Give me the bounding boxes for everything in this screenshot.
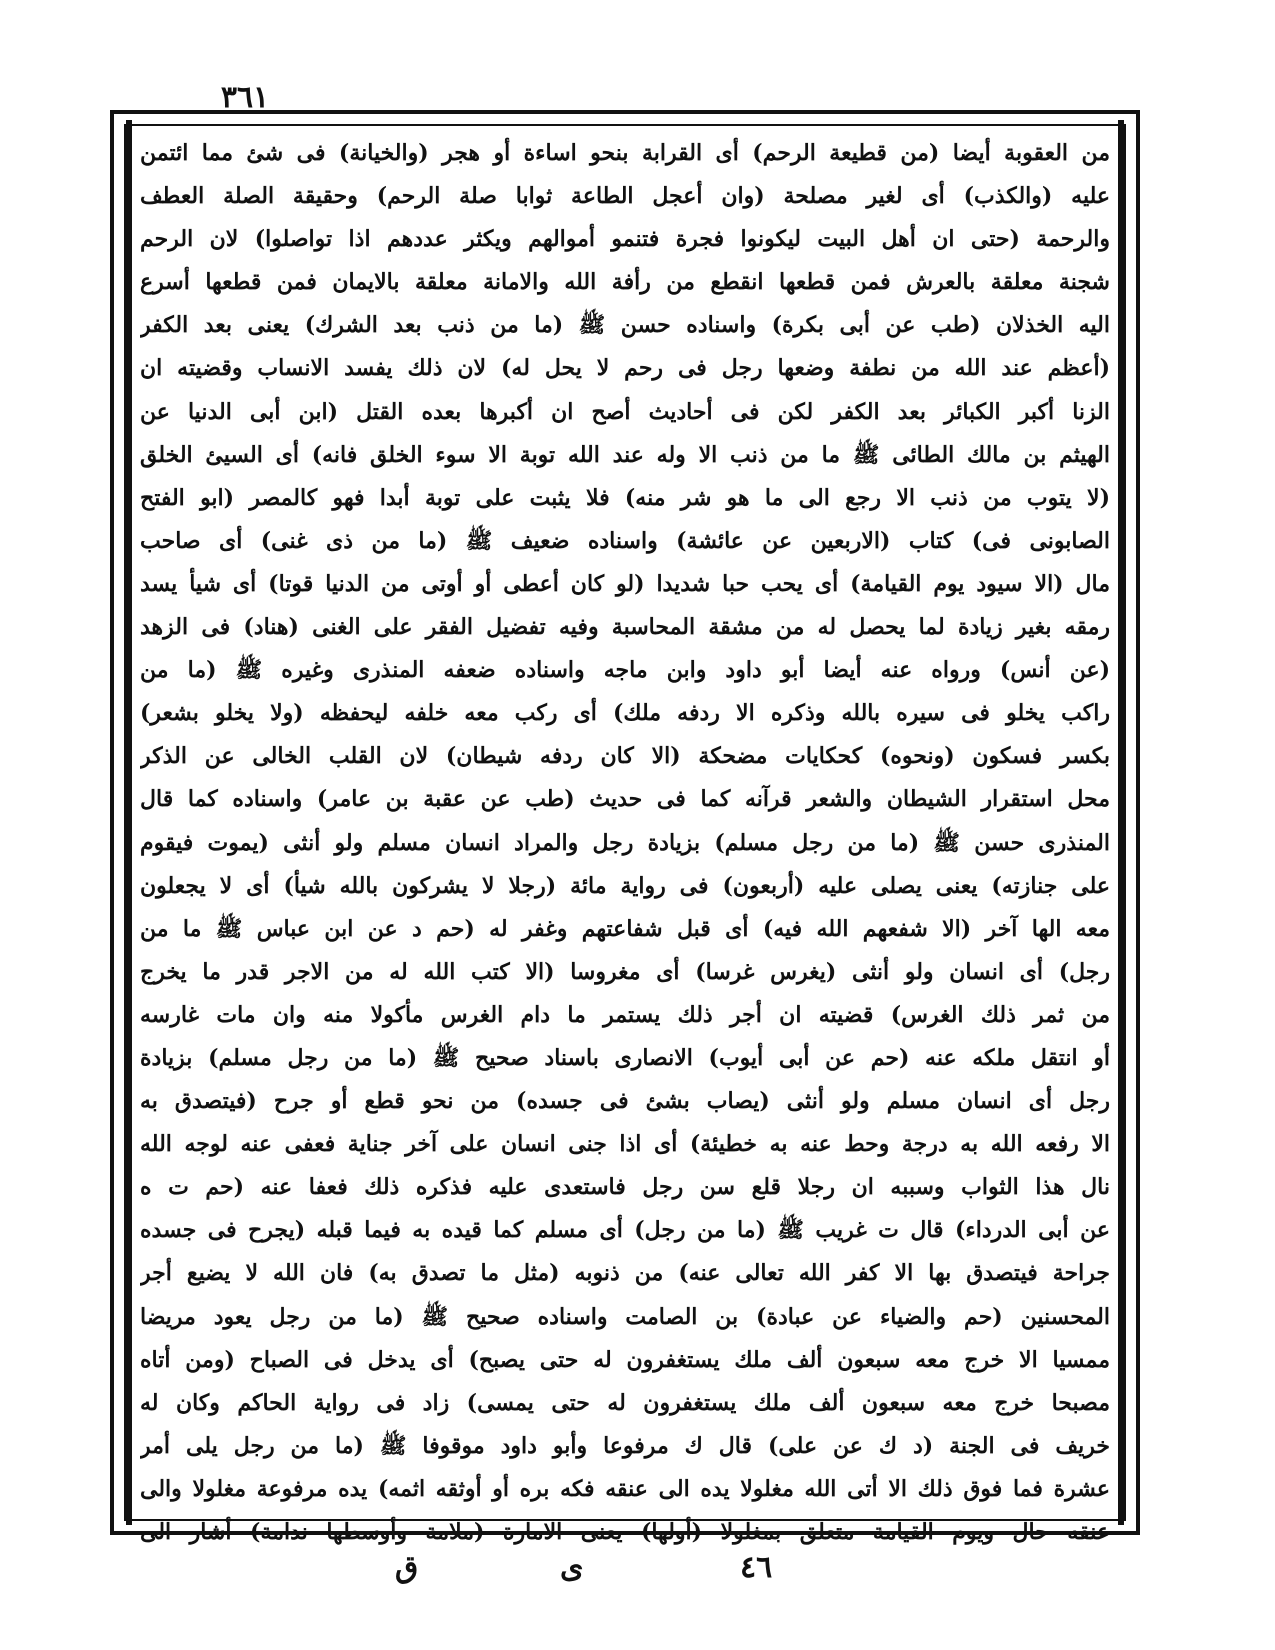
text-line: اليه الخذلان (طب عن أبى بكرة) واسناده حسن ﷺ (ما من ذنب بعد الشرك) يعنى بعد الكفر bbox=[140, 312, 1110, 339]
text-line: محل استقرار الشيطان والشعر قرآنه كما فى حديث (طب عن عقبة بن عامر) واسناده كما قال bbox=[140, 786, 1110, 813]
text-line: ممسيا الا خرج معه سبعون ألف ملك يستغفرون له حتى يصبح) أى يدخل فى الصباح (ومن أتاه bbox=[140, 1346, 1110, 1373]
text-line: راكب يخلو فى سيره بالله وذكره الا ردفه ملك) أى ركب معه خلفه ليحفظه (ولا يخلو بشعر) bbox=[140, 700, 1110, 727]
text-line: مال (الا سيود يوم القيامة) أى يحب حبا شديدا (لو كان أعطى أو أوتى من الدنيا قوتا) أى شيأ يسد bbox=[140, 570, 1110, 597]
text-line: من ثمر ذلك الغرس) قضيته ان أجر ذلك يستمر ما دام الغرس مأكولا منه وان مات غارسه bbox=[140, 1001, 1110, 1028]
text-line: جراحة فيتصدق بها الا كفر الله تعالى عنه) من ذنوبه (مثل ما تصدق به) فان الله لا يضيع أجر bbox=[140, 1260, 1110, 1287]
text-line: عشرة فما فوق ذلك الا أتى الله مغلولا يده الى عنقه فكه بره أو أوثقه اثمه) يده مرفوعة مغلولا والى bbox=[140, 1475, 1110, 1502]
text-line: عنقه حال ويوم القيامة متعلق بمغلولا (أولها) يعنى الامارة (ملامة وأوسطها ندامة) أشار الى bbox=[140, 1519, 1110, 1545]
text-line: (أعظم عند الله من نطفة وضعها رجل فى رحم لا يحل له) لان ذلك يفسد الانساب وقضيته ان bbox=[140, 355, 1110, 382]
text-line: الهيثم بن مالك الطائى ﷺ ما من ذنب الا وله عند الله توبة الا سوء الخلق فانه) أى السيئ الخلق bbox=[140, 441, 1110, 468]
text-line: عليه (والكذب) أى لغير مصلحة (وان أعجل الطاعة ثوابا صلة الرحم) وحقيقة الصلة العطف bbox=[140, 183, 1110, 210]
signature-mark-1: ق bbox=[395, 1550, 419, 1585]
text-line: (لا يتوب من ذنب الا رجع الى ما هو شر منه) فلا يثبت على توبة أبدا فهو كالمصر (ابو الفتح bbox=[140, 484, 1110, 511]
page-number: ٣٦١ bbox=[220, 80, 270, 115]
text-body bbox=[140, 132, 1110, 1545]
text-line: معه الها آخر (الا شفعهم الله فيه) أى قبل شفاعتهم وغفر له (حم د عن ابن عباس ﷺ ما من bbox=[140, 915, 1110, 942]
text-line: من العقوبة أيضا (من قطيعة الرحم) أى القرابة بنحو اساءة أو هجر (والخيانة) فى شئ مما ائتمن bbox=[140, 140, 1110, 166]
text-line: خريف فى الجنة (د ك عن على) قال ك مرفوعا وأبو داود موقوفا ﷺ (ما من رجل يلى أمر bbox=[140, 1432, 1110, 1459]
text-line: (عن أنس) ورواه عنه أيضا أبو داود وابن ماجه واسناده ضعفه المنذرى وغيره ﷺ (ما من bbox=[140, 657, 1110, 684]
text-line: على جنازته) يعنى يصلى عليه (أربعون) فى رواية مائة (رجلا لا يشركون بالله شيأ) أى لا يجعلون bbox=[140, 872, 1110, 899]
text-line: رجل) أى انسان ولو أنثى (يغرس غرسا) أى مغروسا (الا كتب الله له من الاجر قدر ما يخرج bbox=[140, 958, 1110, 985]
text-line: عن أبى الدرداء) قال ت غريب ﷺ (ما من رجل) أى مسلم كما قيده به فيما قبله (يجرح فى جسده bbox=[140, 1217, 1110, 1244]
text-line: رمقه بغير زيادة لما يحصل له من مشقة المحاسبة وفيه تفضيل الفقر على الغنى (هناد) فى الزهد bbox=[140, 614, 1110, 641]
text-line: الصابونى فى) كتاب (الاربعين عن عائشة) واسناده ضعيف ﷺ (ما من ذى غنى) أى صاحب bbox=[140, 527, 1110, 554]
text-line: المنذرى حسن ﷺ (ما من رجل مسلم) بزيادة رجل والمراد انسان مسلم ولو أنثى (يموت فيقوم bbox=[140, 829, 1110, 856]
text-line: الزنا أكبر الكبائر بعد الكفر لكن فى أحاديث أصح ان أكبرها بعده القتل (ابن أبى الدنيا عن bbox=[140, 398, 1110, 425]
text-line: رجل أى انسان مسلم ولو أنثى (يصاب بشئ فى جسده) من نحو قطع أو جرح (فيتصدق به bbox=[140, 1088, 1110, 1115]
text-line: أو انتقل ملكه عنه (حم عن أبى أيوب) الانصارى باسناد صحيح ﷺ (ما من رجل مسلم) بزيادة bbox=[140, 1044, 1110, 1071]
text-line: مصبحا خرج معه سبعون ألف ملك يستغفرون له حتى يمسى) زاد فى رواية الحاكم وكان له bbox=[140, 1389, 1110, 1416]
text-line: شجنة معلقة بالعرش فمن قطعها انقطع من رأفة الله والامانة معلقة بالايمان فمن قطعها أسرع bbox=[140, 269, 1110, 296]
text-line: المحسنين (حم والضياء عن عبادة) بن الصامت واسناده صحيح ﷺ (ما من رجل يعود مريضا bbox=[140, 1303, 1110, 1330]
text-line: الا رفعه الله به درجة وحط عنه به خطيئة) أى اذا جنى انسان على آخر جناية فعفى عنه لوجه الله bbox=[140, 1131, 1110, 1158]
text-line: نال هذا الثواب وسببه ان رجلا قلع سن رجل فاستعدى عليه فذكره ذلك فعفا عنه (حم ت ه bbox=[140, 1174, 1110, 1201]
text-line: والرحمة (حتى ان أهل البيت ليكونوا فجرة فتنمو أموالهم ويكثر عددهم اذا تواصلوا) لان الرحم bbox=[140, 226, 1110, 253]
page-footer bbox=[0, 1550, 1275, 1610]
signature-mark-3: ٤٦ bbox=[740, 1550, 773, 1585]
text-line: بكسر فسكون (ونحوه) كحكايات مضحكة (الا كان ردفه شيطان) لان القلب الخالى عن الذكر bbox=[140, 743, 1110, 770]
signature-mark-2: ى bbox=[560, 1550, 584, 1585]
